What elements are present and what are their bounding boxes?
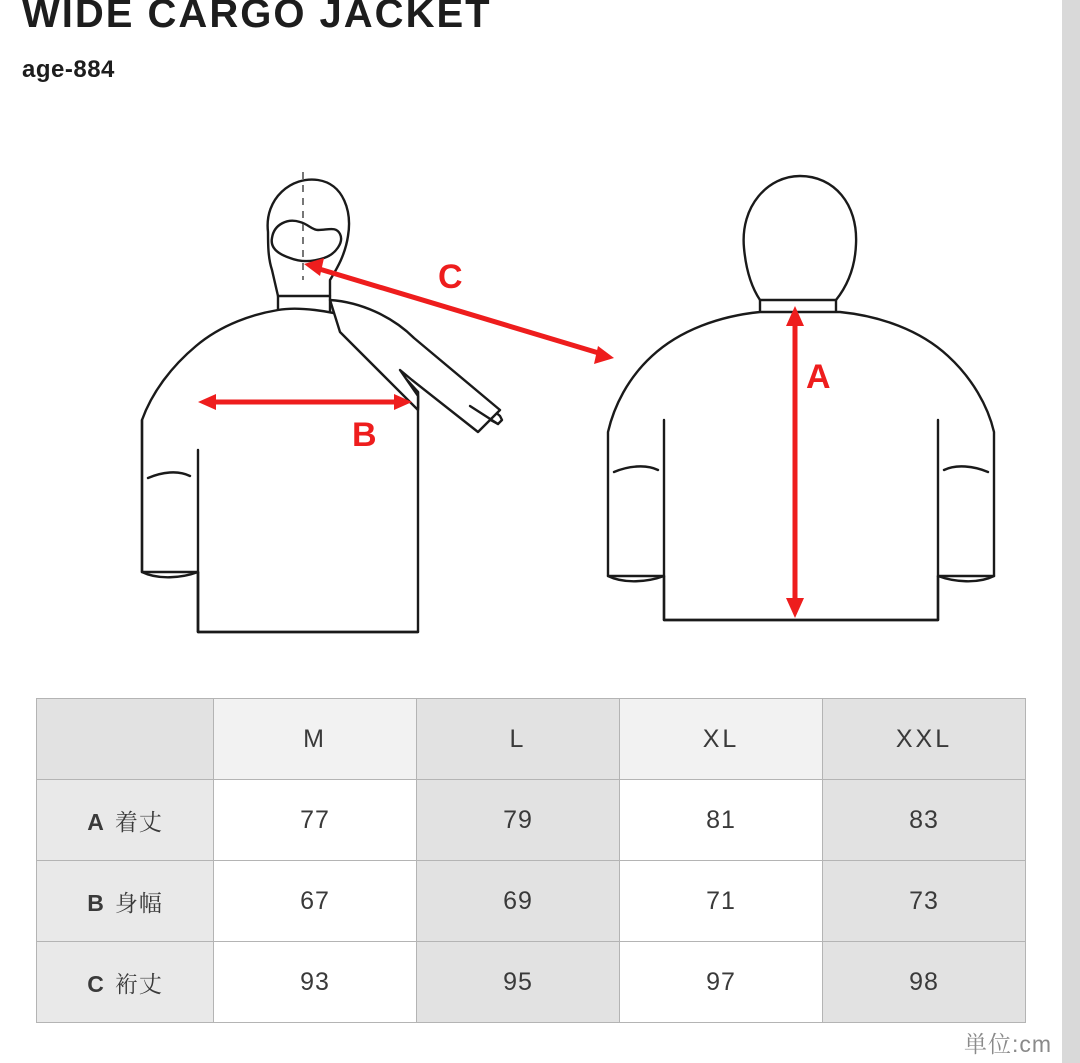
cell-a-xl: 81 <box>620 780 823 861</box>
table-row <box>37 780 1026 861</box>
row-name-b: 身幅 <box>114 889 163 916</box>
row-letter-c: C <box>87 970 105 997</box>
cell-b-l: 69 <box>417 861 620 942</box>
size-table-wrapper <box>36 698 1026 1023</box>
unit-note: 単位:cm <box>963 1031 1052 1057</box>
table-header-row <box>37 699 1026 780</box>
row-letter-b: B <box>87 889 105 916</box>
cell-a-xxl: 83 <box>823 780 1026 861</box>
row-name-c: 裄丈 <box>114 970 163 997</box>
garment-diagram <box>0 120 1062 680</box>
page-title: WIDE CARGO JACKET <box>22 0 492 36</box>
cell-c-l: 95 <box>417 942 620 1023</box>
cell-a-l: 79 <box>417 780 620 861</box>
arrow-b-label: B <box>352 416 377 454</box>
row-name-a: 着丈 <box>114 808 163 835</box>
cell-c-m: 93 <box>214 942 417 1023</box>
cell-b-m: 67 <box>214 861 417 942</box>
row-label-c <box>37 942 214 1023</box>
row-label-b <box>37 861 214 942</box>
table-row <box>37 942 1026 1023</box>
cell-b-xl: 71 <box>620 861 823 942</box>
column-header-xl: XL <box>620 699 823 780</box>
page-subtitle: age-884 <box>22 56 115 83</box>
back-view-illustration <box>608 176 994 620</box>
cell-b-xxl: 73 <box>823 861 1026 942</box>
column-header-m: M <box>214 699 417 780</box>
arrow-c-label: C <box>438 258 463 296</box>
table-corner-cell <box>37 699 214 780</box>
cell-c-xl: 97 <box>620 942 823 1023</box>
cell-c-xxl: 98 <box>823 942 1026 1023</box>
column-header-l: L <box>417 699 620 780</box>
row-label-a <box>37 780 214 861</box>
arrow-a-label: A <box>806 358 831 396</box>
cell-a-m: 77 <box>214 780 417 861</box>
row-letter-a: A <box>87 808 105 835</box>
table-row <box>37 861 1026 942</box>
size-table <box>36 698 1026 1023</box>
column-header-xxl: XXL <box>823 699 1026 780</box>
